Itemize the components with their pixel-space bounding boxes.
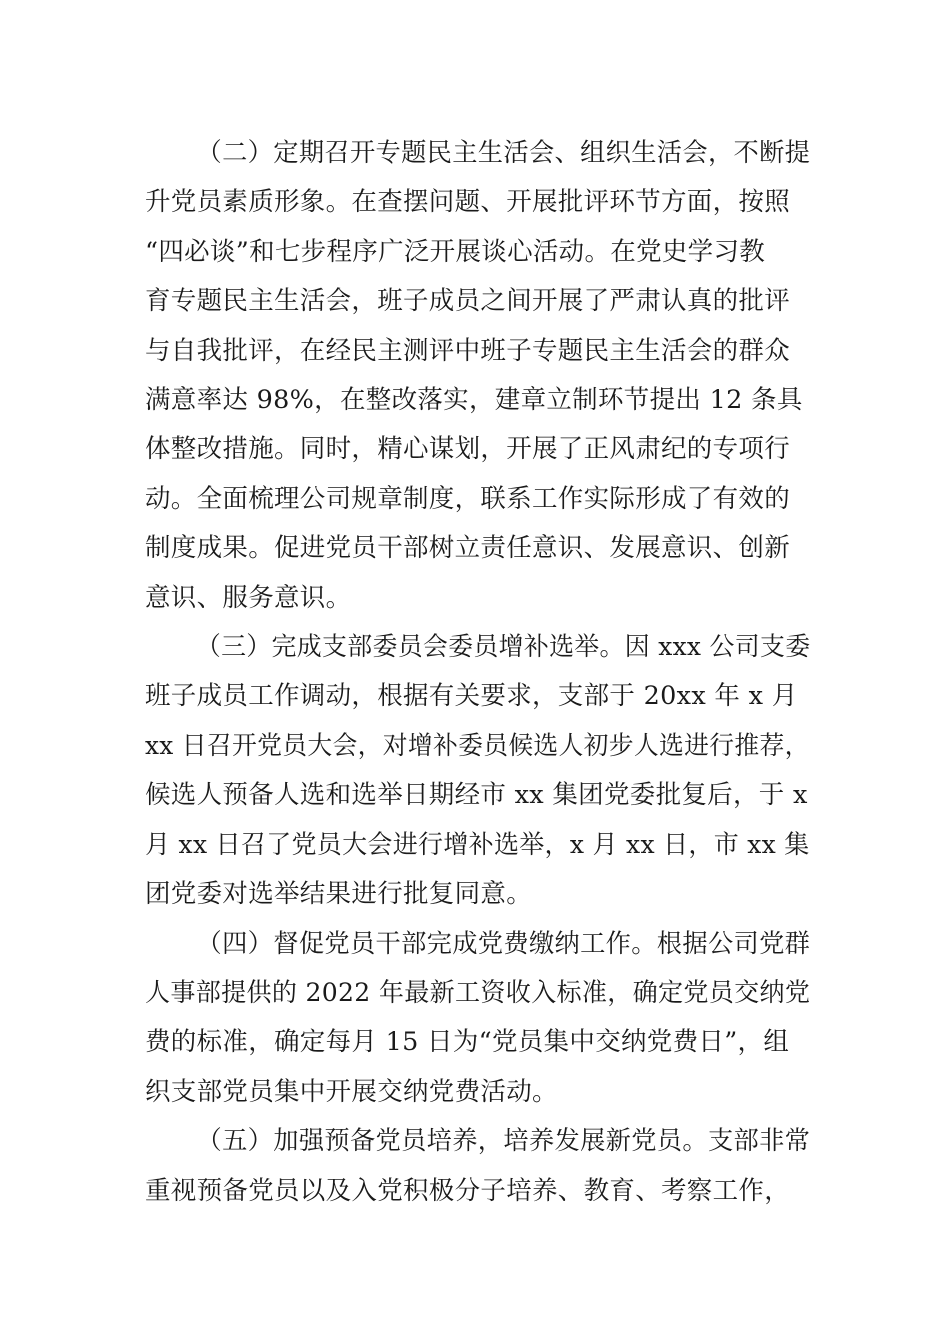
- paragraph: [145, 623, 810, 919]
- text-line: 团党委对选举结果进行批复同意。: [145, 879, 533, 910]
- document-body: [145, 129, 810, 1216]
- text-line: 费的标准，确定每月 15 日为“党员集中交纳党费日”，组: [145, 1027, 790, 1058]
- text-line: 育专题民主生活会，班子成员之间开展了严肃认真的批评: [145, 286, 791, 317]
- text-line: 与自我批评，在经民主测评中班子专题民主生活会的群众: [145, 335, 791, 366]
- text-line: 候选人预备人选和选举日期经市 xx 集团党委批复后，于 x: [145, 780, 808, 811]
- text-line: 月 xx 日召了党员大会进行增补选举，x 月 xx 日，市 xx 集: [145, 829, 810, 860]
- text-line: 班子成员工作调动，根据有关要求，支部于 20xx 年 x 月: [145, 681, 798, 712]
- text-line: （二）定期召开专题民主生活会、组织生活会，不断提: [196, 138, 811, 168]
- paragraph: [145, 920, 810, 1118]
- text-line: 升党员素质形象。在查摆问题、开展批评环节方面，按照: [145, 187, 791, 218]
- text-line: “四必谈”和七步程序广泛开展谈心活动。在党史学习教: [145, 236, 766, 267]
- text-line: 满意率达 98%，在整改落实，建章立制环节提出 12 条具: [145, 385, 803, 416]
- text-line: 制度成果。促进党员干部树立责任意识、发展意识、创新: [145, 533, 791, 564]
- text-line: （五）加强预备党员培养，培养发展新党员。支部非常: [196, 1126, 811, 1157]
- text-line: 织支部党员集中开展交纳党费活动。: [145, 1076, 558, 1107]
- text-line: （四）督促党员干部完成党费缴纳工作。根据公司党群: [196, 928, 811, 959]
- text-line: （三）完成支部委员会委员增补选举。因 xxx 公司支委: [195, 632, 811, 663]
- paragraph: [145, 129, 810, 623]
- text-line: 人事部提供的 2022 年最新工资收入标准，确定党员交纳党: [145, 977, 811, 1008]
- text-line: 体整改措施。同时，精心谋划，开展了正风肃纪的专项行: [145, 434, 791, 465]
- text-line: 重视预备党员以及入党积极分子培养、教育、考察工作，: [145, 1175, 791, 1206]
- text-line: xx 日召开党员大会，对增补委员候选人初步人选进行推荐，: [145, 730, 810, 761]
- text-line: 动。全面梳理公司规章制度，联系工作实际形成了有效的: [145, 483, 791, 514]
- paragraph: [145, 1117, 810, 1216]
- text-line: 意识、服务意识。: [145, 582, 352, 613]
